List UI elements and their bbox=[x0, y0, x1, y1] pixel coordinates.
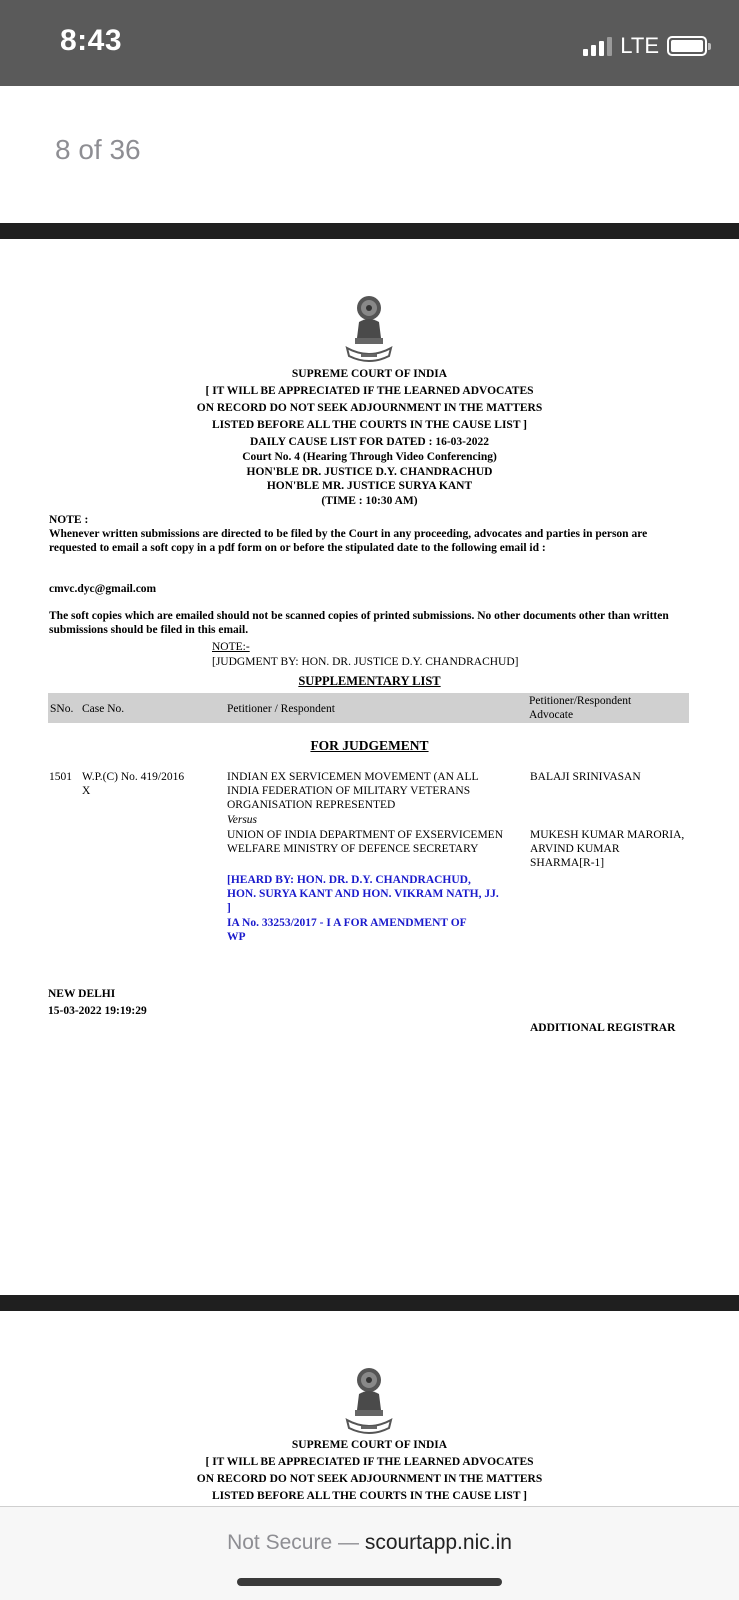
network-type: LTE bbox=[620, 33, 659, 58]
supplementary-list-title: SUPPLEMENTARY LIST bbox=[298, 674, 441, 688]
status-bar bbox=[0, 0, 739, 86]
court-number: Court No. 4 (Hearing Through Video Conferencing) bbox=[242, 451, 497, 463]
col-advocate-2: Advocate bbox=[529, 709, 574, 721]
respondent-advocate-3: SHARMA[R-1] bbox=[530, 857, 605, 869]
col-sno: SNo. bbox=[50, 703, 74, 715]
header-line-1: [ IT WILL BE APPRECIATED IF THE LEARNED ADVOCATES bbox=[205, 385, 534, 397]
header-line-3: LISTED BEFORE ALL THE COURTS IN THE CAUSE LIST ] bbox=[212, 419, 527, 431]
footer-datetime: 15-03-2022 19:19:29 bbox=[48, 1005, 147, 1017]
security-label: Not Secure bbox=[227, 1531, 333, 1554]
status-indicators bbox=[583, 33, 711, 59]
battery-icon bbox=[667, 36, 711, 56]
justice-2: HON'BLE MR. JUSTICE SURYA KANT bbox=[266, 480, 473, 492]
header-line-3-page2: LISTED BEFORE ALL THE COURTS IN THE CAUSE LIST ] bbox=[212, 1490, 527, 1502]
case-number: W.P.(C) No. 419/2016 bbox=[82, 771, 185, 783]
justice-1: HON'BLE DR. JUSTICE D.Y. CHANDRACHUD bbox=[246, 466, 493, 478]
case-number-suffix: X bbox=[82, 785, 91, 797]
page-indicator: 8 of 36 bbox=[55, 134, 141, 165]
heard-by-line-3: ] bbox=[227, 902, 231, 914]
header-line-2: ON RECORD DO NOT SEEK ADJOURNMENT IN THE MATTERS bbox=[196, 402, 543, 414]
hearing-time: (TIME : 10:30 AM) bbox=[321, 495, 418, 507]
heard-by-line-2: HON. SURYA KANT AND HON. VIKRAM NATH, JJ. bbox=[227, 888, 499, 900]
footer-place: NEW DELHI bbox=[48, 988, 116, 1000]
col-parties: Petitioner / Respondent bbox=[227, 703, 335, 715]
versus-label: Versus bbox=[227, 814, 258, 826]
petitioner-line-1: INDIAN EX SERVICEMEN MOVEMENT (AN ALL bbox=[227, 771, 479, 783]
respondent-line-1: UNION OF INDIA DEPARTMENT OF EXSERVICEMEN bbox=[227, 829, 503, 841]
note-text: Whenever written submissions are directed to be filed by the Court in any proceeding, advocates and parties in person are requested to email a soft copy in a pdf form on or before the stipulated date to the following email id : bbox=[49, 528, 648, 554]
home-indicator[interactable] bbox=[237, 1578, 502, 1586]
status-time: 8:43 bbox=[60, 24, 123, 57]
court-name-page2: SUPREME COURT OF INDIA bbox=[291, 1439, 448, 1451]
footer-signatory: ADDITIONAL REGISTRAR bbox=[530, 1022, 676, 1034]
petitioner-line-3: ORGANISATION REPRESENTED bbox=[227, 799, 396, 811]
national-emblem-icon bbox=[343, 294, 395, 370]
note-text-2: The soft copies which are emailed should not be scanned copies of printed submissions. No other documents other than written submissions should be filed in this email. bbox=[49, 610, 669, 636]
respondent-advocate-2: ARVIND KUMAR bbox=[530, 843, 620, 855]
court-name: SUPREME COURT OF INDIA bbox=[291, 368, 448, 380]
petitioner-line-2: INDIA FEDERATION OF MILITARY VETERANS bbox=[227, 785, 471, 797]
browser-address-bar[interactable] bbox=[0, 1506, 739, 1600]
url-separator: — bbox=[337, 1531, 359, 1554]
col-case-no: Case No. bbox=[82, 703, 125, 715]
domain-label: scourtapp.nic.in bbox=[364, 1531, 512, 1554]
respondent-advocate-1: MUKESH KUMAR MARORIA, bbox=[530, 829, 685, 841]
page-separator bbox=[0, 223, 739, 239]
url-display[interactable] bbox=[0, 1531, 739, 1555]
cause-list-date: DAILY CAUSE LIST FOR DATED : 16-03-2022 bbox=[250, 436, 489, 448]
header-line-2-page2: ON RECORD DO NOT SEEK ADJOURNMENT IN THE MATTERS bbox=[196, 1473, 543, 1485]
national-emblem-icon bbox=[343, 1366, 395, 1442]
ia-line-1: IA No. 33253/2017 - I A FOR AMENDMENT OF bbox=[227, 917, 467, 929]
col-advocate-1: Petitioner/Respondent bbox=[529, 695, 632, 707]
table-header bbox=[48, 693, 689, 723]
note-label: NOTE : bbox=[49, 514, 89, 526]
judgment-by: [JUDGMENT BY: HON. DR. JUSTICE D.Y. CHANDRACHUD] bbox=[212, 656, 519, 668]
heard-by-line-1: [HEARD BY: HON. DR. D.Y. CHANDRACHUD, bbox=[227, 874, 471, 886]
header-line-1-page2: [ IT WILL BE APPRECIATED IF THE LEARNED ADVOCATES bbox=[205, 1456, 534, 1468]
page-separator bbox=[0, 1295, 739, 1311]
respondent-line-2: WELFARE MINISTRY OF DEFENCE SECRETARY bbox=[227, 843, 479, 855]
note2-label: NOTE:- bbox=[212, 641, 250, 653]
case-sno: 1501 bbox=[49, 771, 72, 783]
ia-line-2: WP bbox=[227, 931, 246, 943]
email-link[interactable]: cmvc.dyc@gmail.com bbox=[49, 583, 157, 595]
petitioner-advocate: BALAJI SRINIVASAN bbox=[530, 771, 641, 783]
section-title: FOR JUDGEMENT bbox=[310, 738, 429, 753]
cellular-signal-icon bbox=[583, 36, 612, 56]
